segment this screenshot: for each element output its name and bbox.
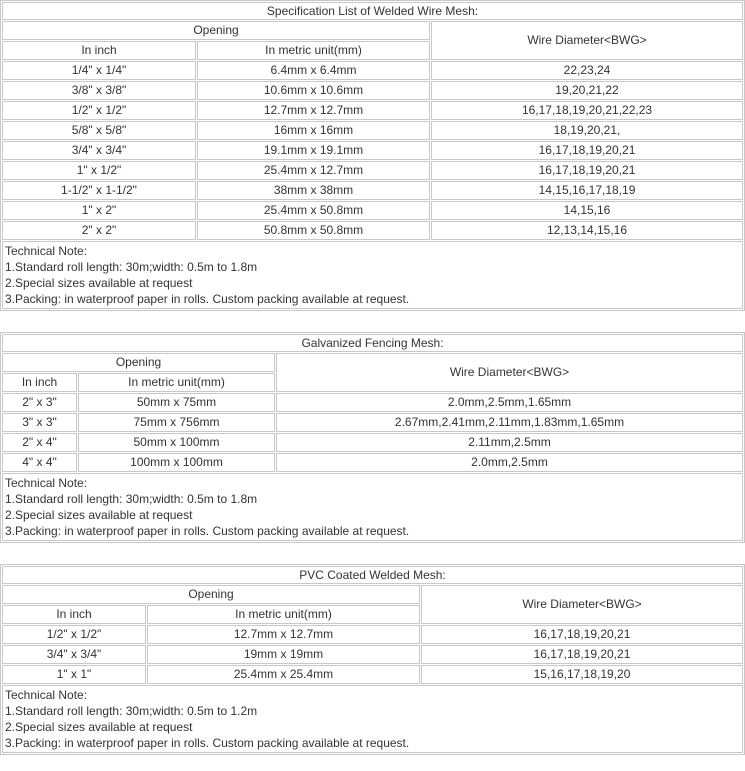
note-line: 1.Standard roll length: 30m;width: 0.5m to 1.8m	[5, 260, 258, 274]
table-row	[2, 101, 743, 120]
galvanized-fencing-mesh-table	[0, 332, 745, 543]
welded-wire-mesh-section	[0, 0, 745, 311]
inch-cell: 4" x 4"	[2, 453, 77, 472]
metric-cell: 10.6mm x 10.6mm	[197, 81, 430, 100]
inch-cell: 2" x 4"	[2, 433, 77, 452]
wire-cell: 15,16,17,18,19,20	[421, 665, 743, 684]
table-title: Specification List of Welded Wire Mesh:	[2, 2, 743, 20]
note-line: 1.Standard roll length: 30m;width: 0.5m to 1.2m	[5, 704, 258, 718]
opening-header: Opening	[2, 353, 275, 372]
note-line: 2.Special sizes available at request	[5, 508, 193, 522]
wire-cell: 12,13,14,15,16	[431, 221, 743, 240]
wire-diameter-header: Wire Diameter<BWG>	[276, 353, 743, 392]
inch-cell: 3/8" x 3/8"	[2, 81, 196, 100]
wire-diameter-header: Wire Diameter<BWG>	[431, 21, 743, 60]
in-inch-header: In inch	[2, 41, 196, 60]
metric-cell: 50.8mm x 50.8mm	[197, 221, 430, 240]
table-row	[2, 393, 743, 412]
metric-cell: 75mm x 756mm	[78, 413, 275, 432]
table-row	[2, 181, 743, 200]
table-title: PVC Coated Welded Mesh:	[2, 566, 743, 584]
metric-cell: 12.7mm x 12.7mm	[197, 101, 430, 120]
inch-cell: 1" x 1/2"	[2, 161, 196, 180]
inch-cell: 1/4" x 1/4"	[2, 61, 196, 80]
inch-cell: 3/4" x 3/4"	[2, 141, 196, 160]
in-inch-header: In inch	[2, 373, 77, 392]
inch-cell: 5/8" x 5/8"	[2, 121, 196, 140]
metric-header: In metric unit(mm)	[78, 373, 275, 392]
inch-cell: 1" x 1"	[2, 665, 146, 684]
metric-cell: 50mm x 75mm	[78, 393, 275, 412]
note-heading: Technical Note:	[5, 688, 88, 702]
wire-cell: 18,19,20,21,	[431, 121, 743, 140]
wire-cell: 16,17,18,19,20,21,22,23	[431, 101, 743, 120]
wire-cell: 19,20,21,22	[431, 81, 743, 100]
note-line: 2.Special sizes available at request	[5, 276, 193, 290]
inch-cell: 1" x 2"	[2, 201, 196, 220]
metric-cell: 25.4mm x 25.4mm	[147, 665, 420, 684]
wire-cell: 16,17,18,19,20,21	[431, 141, 743, 160]
note-line: 1.Standard roll length: 30m;width: 0.5m to 1.8m	[5, 492, 258, 506]
metric-header: In metric unit(mm)	[197, 41, 430, 60]
technical-note	[2, 241, 743, 309]
metric-cell: 38mm x 38mm	[197, 181, 430, 200]
metric-header: In metric unit(mm)	[147, 605, 420, 624]
wire-cell: 22,23,24	[431, 61, 743, 80]
note-heading: Technical Note:	[5, 476, 88, 490]
wire-cell: 2.0mm,2.5mm,1.65mm	[276, 393, 743, 412]
inch-cell: 3/4" x 3/4"	[2, 645, 146, 664]
galvanized-fencing-mesh-section	[0, 332, 745, 543]
note-line: 3.Packing: in waterproof paper in rolls. Custom packing available at request.	[5, 524, 410, 538]
metric-cell: 25.4mm x 12.7mm	[197, 161, 430, 180]
table-row	[2, 201, 743, 220]
in-inch-header: In inch	[2, 605, 146, 624]
wire-cell: 2.0mm,2.5mm	[276, 453, 743, 472]
inch-cell: 3" x 3"	[2, 413, 77, 432]
table-row	[2, 433, 743, 452]
note-line: 3.Packing: in waterproof paper in rolls. Custom packing available at request.	[5, 292, 410, 306]
wire-cell: 2.67mm,2.41mm,2.11mm,1.83mm,1.65mm	[276, 413, 743, 432]
table-row	[2, 665, 743, 684]
table-row	[2, 161, 743, 180]
pvc-coated-welded-mesh-section	[0, 564, 745, 755]
metric-cell: 6.4mm x 6.4mm	[197, 61, 430, 80]
table-row	[2, 413, 743, 432]
inch-cell: 1-1/2" x 1-1/2"	[2, 181, 196, 200]
wire-cell: 14,15,16	[431, 201, 743, 220]
metric-cell: 16mm x 16mm	[197, 121, 430, 140]
metric-cell: 100mm x 100mm	[78, 453, 275, 472]
wire-cell: 16,17,18,19,20,21	[421, 625, 743, 644]
table-title: Galvanized Fencing Mesh:	[2, 334, 743, 352]
wire-diameter-header: Wire Diameter<BWG>	[421, 585, 743, 624]
note-line: 2.Special sizes available at request	[5, 720, 193, 734]
technical-note	[2, 473, 743, 541]
opening-header: Opening	[2, 585, 420, 604]
table-row	[2, 141, 743, 160]
table-row	[2, 645, 743, 664]
wire-cell: 2.11mm,2.5mm	[276, 433, 743, 452]
technical-note	[2, 685, 743, 753]
table-row	[2, 61, 743, 80]
note-line: 3.Packing: in waterproof paper in rolls. Custom packing available at request.	[5, 736, 410, 750]
metric-cell: 19.1mm x 19.1mm	[197, 141, 430, 160]
pvc-coated-welded-mesh-table	[0, 564, 745, 755]
table-row	[2, 221, 743, 240]
welded-wire-mesh-table	[0, 0, 745, 311]
metric-cell: 19mm x 19mm	[147, 645, 420, 664]
wire-cell: 16,17,18,19,20,21	[431, 161, 743, 180]
wire-cell: 14,15,16,17,18,19	[431, 181, 743, 200]
inch-cell: 1/2" x 1/2"	[2, 101, 196, 120]
inch-cell: 2" x 2"	[2, 221, 196, 240]
note-heading: Technical Note:	[5, 244, 88, 258]
table-row	[2, 121, 743, 140]
table-row	[2, 453, 743, 472]
table-row	[2, 81, 743, 100]
opening-header: Opening	[2, 21, 430, 40]
inch-cell: 1/2" x 1/2"	[2, 625, 146, 644]
metric-cell: 50mm x 100mm	[78, 433, 275, 452]
metric-cell: 25.4mm x 50.8mm	[197, 201, 430, 220]
metric-cell: 12.7mm x 12.7mm	[147, 625, 420, 644]
inch-cell: 2" x 3"	[2, 393, 77, 412]
wire-cell: 16,17,18,19,20,21	[421, 645, 743, 664]
table-row	[2, 625, 743, 644]
